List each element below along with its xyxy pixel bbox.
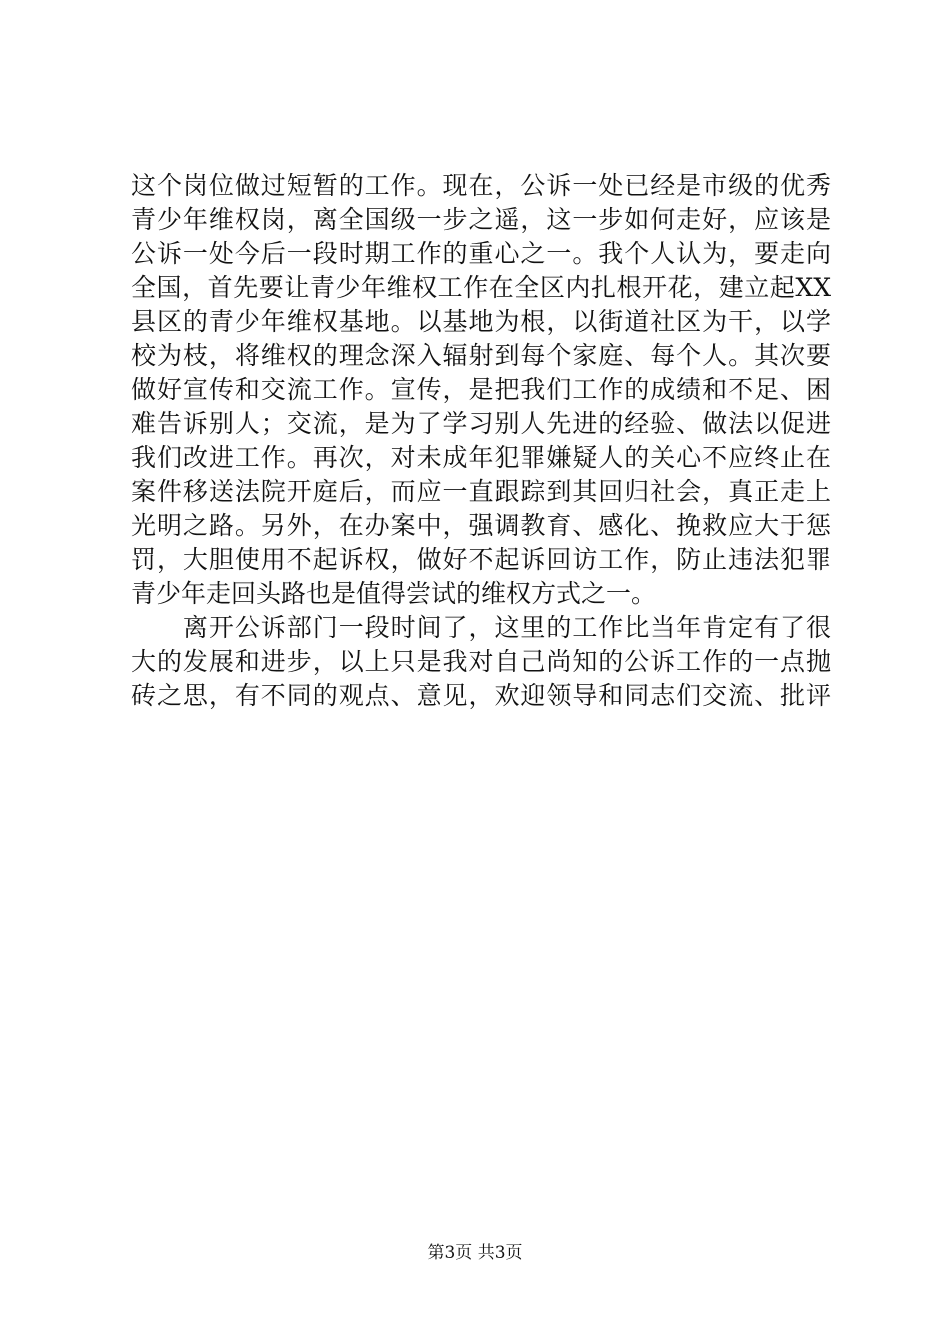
text-line: 离开公诉部门一段时间了，这里的工作比当年肯定有了很 xyxy=(131,613,831,642)
body-text xyxy=(131,169,831,713)
text-line: 做好宣传和交流工作。宣传，是把我们工作的成绩和不足、困 xyxy=(131,375,831,404)
text-line: 砖之思，有不同的观点、意见，欢迎领导和同志们交流、批评 xyxy=(131,681,831,710)
text-line: 大的发展和进步，以上只是我对自己尚知的公诉工作的一点抛 xyxy=(131,647,831,676)
text-line: 这个岗位做过短暂的工作。现在，公诉一处已经是市级的优秀 xyxy=(131,171,831,200)
text-line: 全国，首先要让青少年维权工作在全区内扎根开花，建立起XX xyxy=(131,273,831,302)
text-line: 我们改进工作。再次，对未成年犯罪嫌疑人的关心不应终止在 xyxy=(131,443,831,472)
text-line: 公诉一处今后一段时期工作的重心之一。我个人认为，要走向 xyxy=(131,239,831,268)
text-line: 罚，大胆使用不起诉权，做好不起诉回访工作，防止违法犯罪 xyxy=(131,545,831,574)
page-number: 第3页 共3页 xyxy=(427,1243,523,1263)
text-line: 青少年维权岗，离全国级一步之遥，这一步如何走好，应该是 xyxy=(131,205,831,234)
text-line: 校为枝，将维权的理念深入辐射到每个家庭、每个人。其次要 xyxy=(131,341,831,370)
text-line: 案件移送法院开庭后，而应一直跟踪到其回归社会，真正走上 xyxy=(131,477,831,506)
page-footer xyxy=(0,1242,950,1264)
text-line: 县区的青少年维权基地。以基地为根，以街道社区为干，以学 xyxy=(131,307,831,336)
text-line: 光明之路。另外，在办案中，强调教育、感化、挽救应大于惩 xyxy=(131,511,831,540)
text-line: 难告诉别人；交流，是为了学习别人先进的经验、做法以促进 xyxy=(131,409,831,438)
text-line: 青少年走回头路也是值得尝试的维权方式之一。 xyxy=(131,579,657,608)
